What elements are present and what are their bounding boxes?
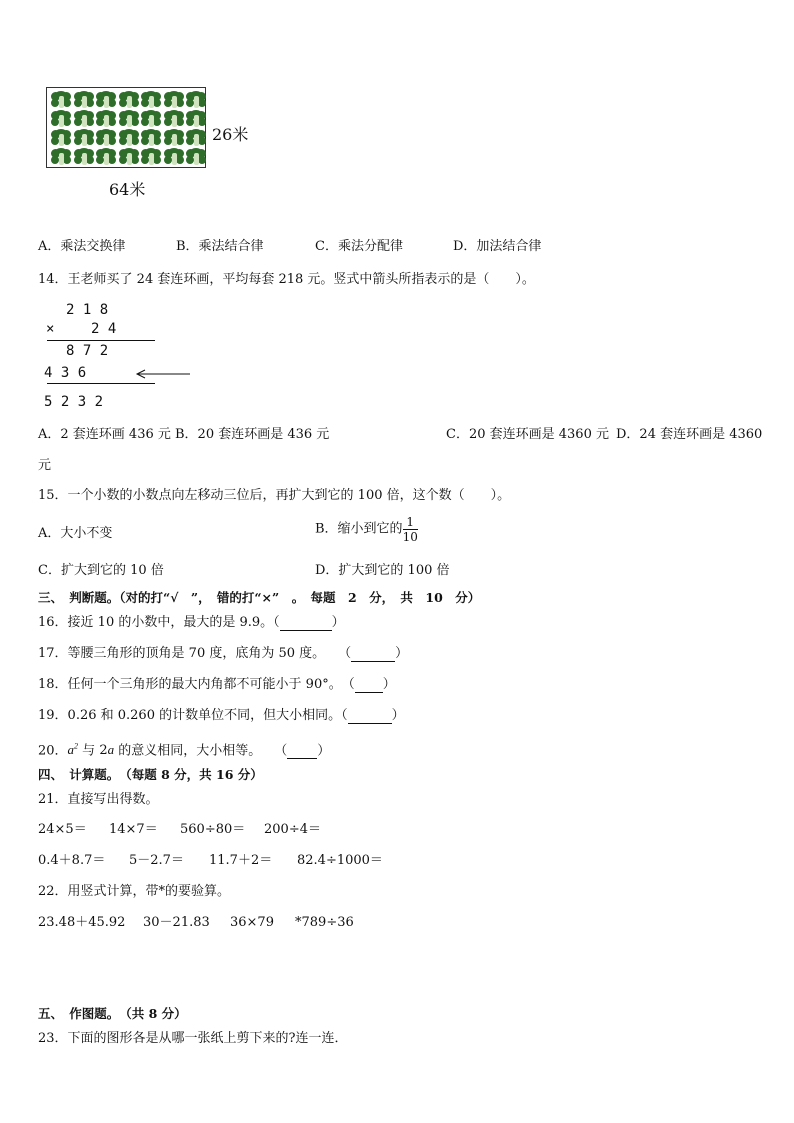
vertical-row-2: 2 4	[91, 321, 117, 337]
calc-item: 14×7＝	[109, 822, 158, 837]
q18-text: 18．任何一个三角形的最大内角都不可能小于 90°。 （	[38, 677, 355, 692]
fraction-numerator: 1	[403, 515, 418, 530]
vegetable-icon	[164, 110, 184, 128]
section-4-title: 四、 计算题。 （每题 8 分，共 16 分）	[38, 767, 263, 782]
section-3-title: 三、 判断题。（对的打“√ ”， 错的打“×” 。 每题 2 分， 共 10 分）	[38, 590, 481, 605]
q20-prefix: 20．	[38, 743, 68, 759]
vegetable-icon	[119, 148, 139, 166]
calc-item: 560÷80＝	[180, 822, 246, 837]
vegetable-icon	[186, 91, 206, 109]
answer-blank[interactable]	[351, 649, 395, 662]
field-length-label: 64米	[109, 180, 146, 199]
field-width-label: 26米	[212, 125, 249, 144]
calc-item: 24×5＝	[38, 822, 87, 837]
vertical-calc-item: 30－21.83	[143, 915, 210, 930]
vegetable-icon	[186, 148, 206, 166]
vegetable-icon	[119, 110, 139, 128]
q17	[38, 646, 408, 662]
calc-item: 5－2.7＝	[129, 853, 184, 868]
vertical-row-1: 2 1 8	[66, 302, 109, 318]
q22-question: 22．用竖式计算，带*的要验算。	[38, 884, 231, 899]
vegetable-icon	[96, 148, 116, 166]
vegetable-icon	[186, 110, 206, 128]
vegetable-icon	[186, 129, 206, 147]
q14-option-c: C．20 套连环画是 4360 元	[446, 427, 609, 442]
vertical-calc-item: 36×79	[230, 915, 274, 930]
calc-item: 11.7＋2＝	[209, 853, 273, 868]
q20-close: ）	[317, 743, 331, 759]
q13-option-c: C．乘法分配律	[315, 239, 403, 254]
q16-close: ）	[331, 615, 345, 630]
calc-item: 82.4÷1000＝	[297, 853, 383, 868]
q15-option-b	[315, 515, 418, 544]
q15-option-b-text: B．缩小到它的	[315, 521, 403, 537]
q13-option-a: A．乘法交换律	[38, 239, 126, 254]
q19	[38, 708, 405, 724]
vegetable-icon	[119, 91, 139, 109]
q13-option-b: B．乘法结合律	[176, 239, 264, 254]
vegetable-icon	[164, 148, 184, 166]
vegetable-icon	[74, 91, 94, 109]
vertical-calc-item: 23.48＋45.92	[38, 915, 126, 930]
vegetable-icon	[74, 129, 94, 147]
vegetable-icon	[119, 129, 139, 147]
vegetable-icon	[51, 129, 71, 147]
vegetable-icon	[74, 110, 94, 128]
vegetable-icon	[164, 129, 184, 147]
q20-mid: 与	[78, 743, 100, 759]
q15-option-c: C．扩大到它的 10 倍	[38, 563, 164, 578]
vegetable-icon	[74, 148, 94, 166]
vegetable-icon	[96, 91, 116, 109]
q15-option-a: A．大小不变	[38, 526, 113, 541]
q21-question: 21．直接写出得数。	[38, 792, 159, 807]
q13-option-d: D．加法结合律	[453, 239, 542, 254]
q20	[38, 739, 330, 759]
q19-text: 19．0.26 和 0.260 的计数单位不同，但大小相同。（	[38, 708, 348, 723]
vegetable-icon	[141, 110, 161, 128]
q14-option-d: D．24 套连环画是 4360	[616, 427, 763, 442]
two-a: 2a	[99, 742, 115, 759]
vegetable-icon	[51, 110, 71, 128]
a-squared: $a^2$	[67, 742, 79, 758]
vegetable-icon	[96, 129, 116, 147]
q17-close: ）	[395, 646, 409, 661]
answer-blank[interactable]	[280, 618, 332, 631]
q16	[38, 615, 345, 631]
vegetable-icon	[141, 129, 161, 147]
q17-text: 17．等腰三角形的顶角是 70 度，底角为 50 度。 （	[38, 646, 352, 661]
fraction-denominator: 10	[402, 530, 418, 544]
q15-option-d: D．扩大到它的 100 倍	[315, 563, 450, 578]
calc-item: 0.4＋8.7＝	[38, 853, 106, 868]
answer-blank[interactable]	[287, 746, 317, 759]
vegetable-icon	[96, 110, 116, 128]
q19-close: ）	[391, 708, 405, 723]
vegetable-icon	[51, 91, 71, 109]
vegetable-field-figure	[46, 87, 206, 168]
vegetable-icon	[141, 91, 161, 109]
answer-blank[interactable]	[348, 711, 392, 724]
q16-text: 16．接近 10 的小数中，最大的是 9.9。（	[38, 615, 280, 630]
vegetable-icon	[164, 91, 184, 109]
vertical-row-3: 8 7 2	[66, 343, 109, 359]
vegetable-icon	[51, 148, 71, 166]
q23-question: 23．下面的图形各是从哪一张纸上剪下来的?连一连．	[38, 1031, 348, 1046]
q20-suffix: 的意义相同，大小相等。 （	[114, 743, 288, 759]
arrow-icon	[134, 368, 192, 380]
q14-option-d-wrap: 元	[38, 458, 52, 473]
answer-blank[interactable]	[355, 680, 383, 693]
section-5-title: 五、 作图题。 （共 8 分）	[38, 1006, 187, 1021]
vertical-line-2	[47, 383, 155, 384]
fraction-one-tenth	[403, 515, 418, 544]
vertical-calc-item: *789÷36	[295, 915, 354, 930]
q18-close: ）	[382, 677, 396, 692]
vertical-row-5: 5 2 3 2	[44, 394, 104, 410]
vegetable-icon	[141, 148, 161, 166]
vertical-line-1	[47, 340, 155, 341]
calc-item: 200÷4＝	[264, 822, 321, 837]
q14-question: 14．王老师买了 24 套连环画，平均每套 218 元。竖式中箭头所指表示的是（ ）。	[38, 272, 535, 287]
q18	[38, 677, 396, 693]
vertical-multiply-sign: ×	[46, 321, 55, 337]
vertical-row-4: 4 3 6	[44, 365, 87, 381]
q14-option-ab: A．2 套连环画 436 元 B．20 套连环画是 436 元	[38, 427, 330, 442]
q15-question: 15．一个小数的小数点向左移动三位后，再扩大到它的 100 倍，这个数（ ）。	[38, 488, 511, 503]
